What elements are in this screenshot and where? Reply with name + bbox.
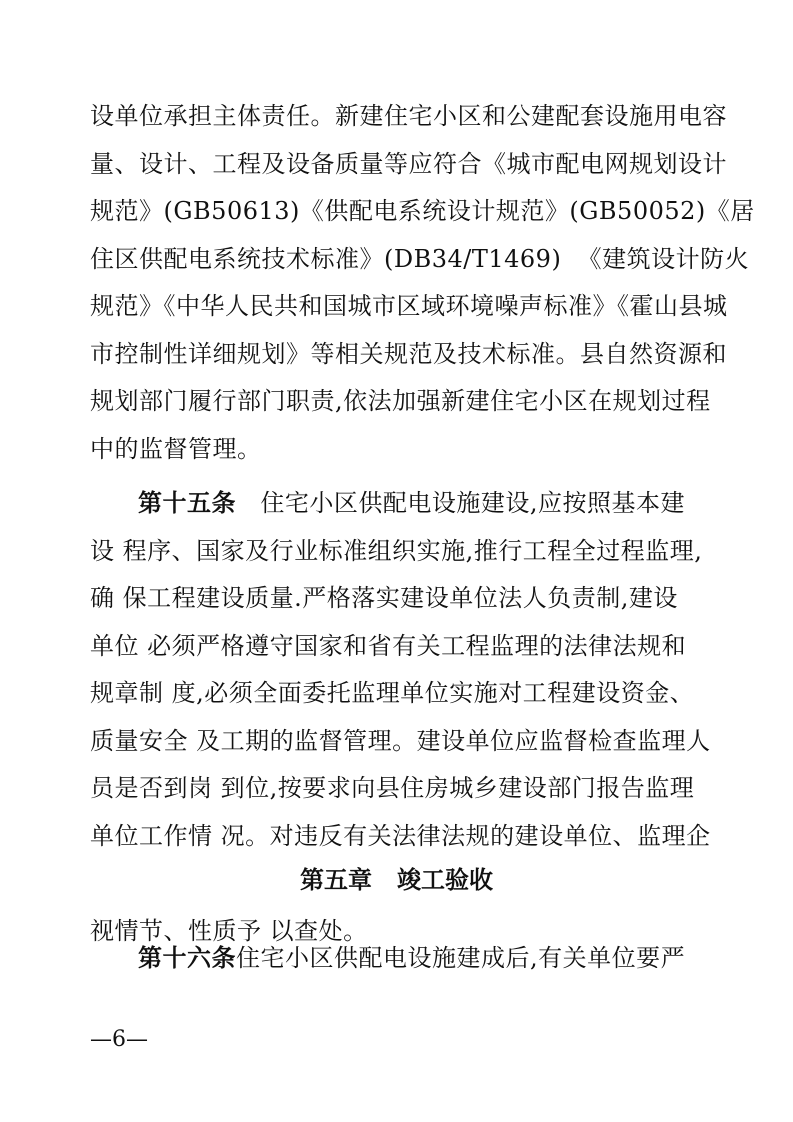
text-line: 质量安全 及工期的监督管理。建设单位应监督检查监理人 bbox=[90, 727, 711, 755]
text-line: 规范》《中华人民共和国城市区域环境噪声标准》《霍山县城 bbox=[90, 292, 728, 320]
article-16-title: 第十六条 bbox=[138, 943, 236, 972]
article-16-first-line bbox=[138, 942, 685, 974]
article-15-first-line bbox=[138, 487, 685, 519]
text-line: 设 程序、国家及行业标准组织实施,推行工程全过程监理, bbox=[90, 537, 703, 565]
text-line: 员是否到岗 到位,按要求向县住房城乡建设部门报告监理 bbox=[90, 774, 695, 802]
text-line: 确 保工程建设质量.严格落实建设单位法人负责制,建设 bbox=[90, 584, 678, 612]
text-line: 设单位承担主体责任。新建住宅小区和公建配套设施用电容 bbox=[90, 102, 727, 130]
text-line: 中的监督管理。 bbox=[90, 435, 262, 463]
text-line: 单位 必须严格遵守国家和省有关工程监理的法律法规和 bbox=[90, 632, 687, 660]
article-15-first-text: 住宅小区供配电设施建设,应按照基本建 bbox=[260, 489, 686, 517]
chapter-heading: 第五章 竣工验收 bbox=[299, 866, 494, 894]
text-line: 规范》(GB50613)《供配电系统设计规范》(GB50052)《居 bbox=[90, 197, 755, 225]
article-16-first-text: 住宅小区供配电设施建成后,有关单位要严 bbox=[236, 944, 686, 972]
text-line: 规章制 度,必须全面委托监理单位实施对工程建设资金、 bbox=[90, 679, 695, 707]
article-15-title: 第十五条 bbox=[138, 488, 236, 517]
text-line: 住区供配电系统技术标准》(DB34/T1469) 《建筑设计防火 bbox=[90, 245, 750, 273]
text-line: 单位工作情 况。对违反有关法律法规的建设单位、监理企 bbox=[90, 822, 711, 850]
text-line: 市控制性详细规划》等相关规范及技术标准。县自然资源和 bbox=[90, 340, 727, 368]
text-line: 量、设计、工程及设备质量等应符合《城市配电网规划设计 bbox=[90, 150, 727, 178]
page-number: —6— bbox=[90, 1027, 148, 1052]
text-line: 视情节、性质予 以查处。 bbox=[90, 917, 368, 945]
text-line: 规划部门履行部门职责,依法加强新建住宅小区在规划过程 bbox=[90, 387, 711, 415]
